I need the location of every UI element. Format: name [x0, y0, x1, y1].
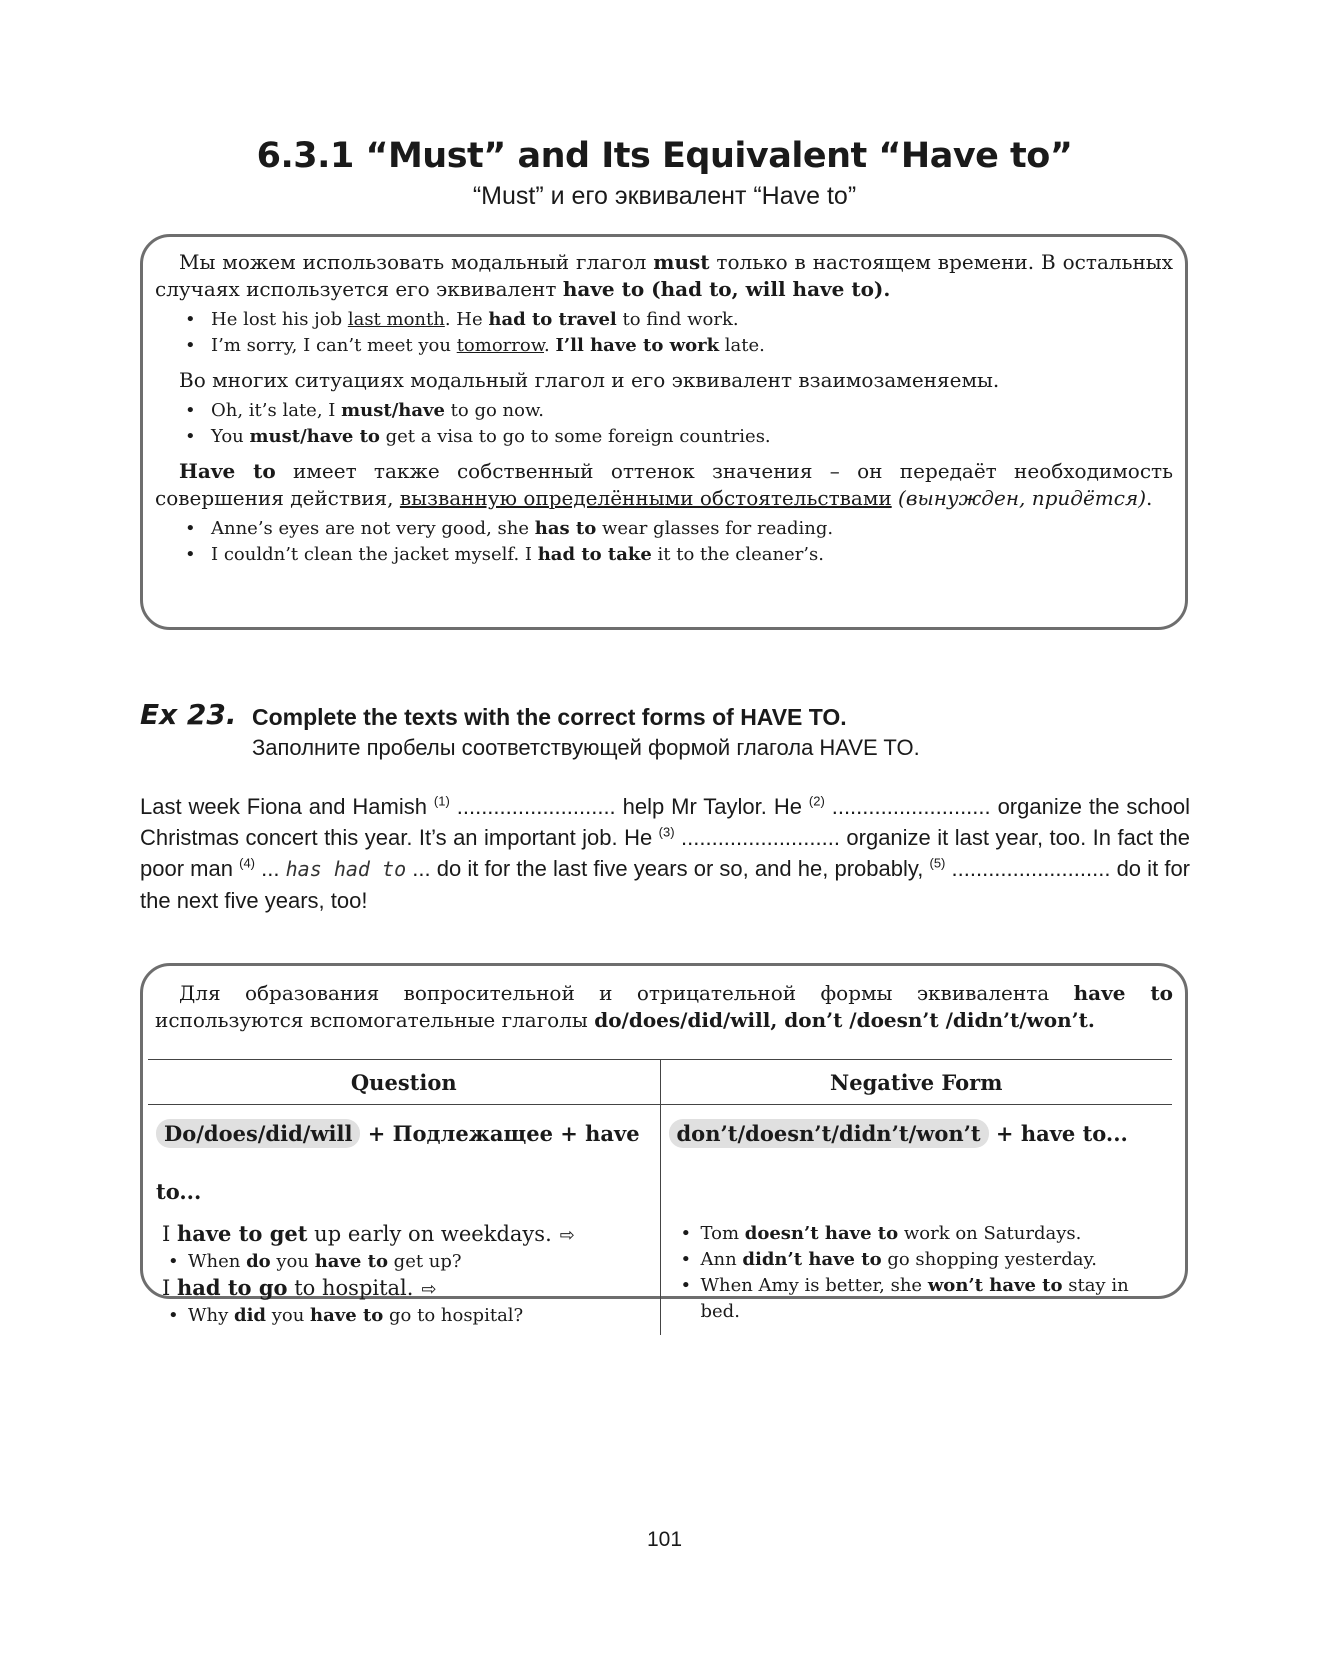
text: . [1146, 486, 1153, 510]
text: When [188, 1251, 247, 1272]
example-list-2 [155, 398, 1173, 450]
page-number: 101 [646, 1528, 683, 1551]
statement-line [156, 1221, 652, 1249]
bold-text: have to [310, 1305, 384, 1326]
statement-line [156, 1275, 652, 1303]
text: Для образования вопросительной и отрицательной формы эквивалента [179, 981, 1074, 1005]
gap-text: .......................... organize the school Christmas concert this year. It’s an important job. He [140, 794, 1190, 850]
example-item [181, 398, 1173, 424]
text: ... do it for the last five years or so, and he, probably, [406, 856, 930, 881]
underlined-text: вызванную определёнными обстоятельствами [399, 486, 892, 510]
text: имеет также собственный оттенок значения – он передаёт необходимость совершения действия, [155, 459, 1173, 510]
text: you [270, 1251, 315, 1272]
exercise-text [140, 791, 1190, 916]
text: Мы можем использовать модальный глагол [179, 250, 654, 274]
example-list-1 [155, 307, 1173, 359]
formula-row [148, 1105, 1172, 1222]
forms-table [148, 1059, 1172, 1335]
example-item [181, 307, 1173, 333]
text: Ann [700, 1249, 743, 1270]
text: Last week Fiona and Hamish [140, 794, 434, 819]
text: to hospital. [287, 1276, 414, 1300]
bold-text: do [246, 1251, 271, 1272]
question-examples [148, 1221, 660, 1335]
negative-examples [660, 1221, 1172, 1335]
text: только в настоящем времени. В остальных случаях используется его эквивалент [155, 250, 1173, 301]
negative-header: Negative Form [660, 1060, 1172, 1105]
text: I couldn’t clean the jacket myself. I [211, 544, 538, 565]
text: get up? [387, 1251, 462, 1272]
example-item [181, 424, 1173, 450]
bold-text: had to take [537, 544, 652, 565]
gap-text: .......................... do it for the next five years, too! [140, 856, 1191, 913]
text: I [162, 1222, 177, 1246]
bold-text: must/have [341, 400, 445, 421]
formula-highlight: Do/does/did/will [156, 1119, 360, 1148]
bold-text: have to [1073, 981, 1173, 1005]
exercise-instruction-en: Complete the texts with the correct forms of HAVE TO. [252, 704, 847, 730]
bold-text: must/have to [249, 426, 380, 447]
italic-text: (вынужден, придётся) [891, 486, 1146, 510]
rule-paragraph-1 [155, 249, 1173, 303]
gap-text: .......................... help Mr Taylor. He [449, 794, 809, 819]
forms-box [140, 963, 1188, 1326]
bold-text: had to go [176, 1275, 288, 1300]
text: wear glasses for reading. [596, 518, 834, 539]
gap-number: (1) [433, 793, 450, 809]
exercise-instruction-ru: Заполните пробелы соответствующей формой глагола HAVE TO. [252, 735, 920, 760]
negative-line [669, 1221, 1165, 1247]
table-header-row [148, 1060, 1172, 1105]
text: Why [188, 1305, 234, 1326]
example-item [181, 333, 1173, 359]
negative-line [669, 1247, 1165, 1273]
text: Anne’s eyes are not very good, she [211, 518, 535, 539]
text: ... [255, 856, 286, 881]
bold-text: didn’t have to [742, 1249, 882, 1270]
bold-text: I’ll have to work [555, 335, 720, 356]
question-line [156, 1249, 652, 1275]
text: You [211, 426, 250, 447]
text: go shopping yesterday. [881, 1249, 1098, 1270]
text: work on Saturdays. [898, 1223, 1082, 1244]
bold-text: won’t have to [927, 1275, 1063, 1296]
gap-number: (5) [929, 855, 946, 871]
text: . He [444, 309, 489, 330]
text: stay in bed. [700, 1275, 1129, 1322]
bold-text: had to travel [488, 309, 617, 330]
rule-paragraph-3 [155, 458, 1173, 512]
text: I [162, 1276, 177, 1300]
forms-intro [155, 980, 1173, 1034]
text: Tom [700, 1223, 745, 1244]
bold-text: have to [314, 1251, 388, 1272]
text: He lost his job [211, 309, 348, 330]
text: используются вспомогательные глаголы [155, 1008, 595, 1032]
text: I’m sorry, I can’t meet you [211, 335, 457, 356]
text: . [544, 335, 556, 356]
negative-line [669, 1273, 1165, 1325]
text: late. [719, 335, 765, 356]
bold-text: did [233, 1305, 266, 1326]
text: go to hospital? [383, 1305, 524, 1326]
text: to find work. [616, 309, 739, 330]
gap-text: .......................... organize it last year, too. In fact the poor man [140, 825, 1190, 881]
question-line [156, 1303, 652, 1329]
bold-text: has to [534, 518, 597, 539]
text: When Amy is better, she [700, 1275, 928, 1296]
bold-text: Have to [179, 459, 276, 483]
gap-number: (2) [808, 793, 825, 809]
question-formula [148, 1105, 660, 1222]
text: Oh, it’s late, I [211, 400, 342, 421]
text: up early on weekdays. [307, 1222, 552, 1246]
bold-text: doesn’t have to [744, 1223, 899, 1244]
bold-text: have to (had to, will have to). [562, 277, 891, 301]
sample-answer: has had to [285, 857, 407, 881]
section-title: 6.3.1 “Must” and Its Equivalent “Have to” [256, 136, 1073, 176]
formula-highlight: don’t/doesn’t/didn’t/won’t [669, 1119, 989, 1148]
example-item [181, 542, 1173, 568]
arrow-right-icon: ⇨ [559, 1225, 575, 1246]
gap-number: (3) [658, 824, 675, 840]
text: get a visa to go to some foreign countries. [379, 426, 771, 447]
formula-text: + Подлежащее + have to... [156, 1121, 640, 1204]
underlined-text: last month [347, 309, 445, 330]
bold-text: have to get [176, 1221, 308, 1246]
example-item [181, 516, 1173, 542]
page-header [0, 136, 1329, 211]
exercise-label: Ex 23. [140, 698, 237, 731]
text: to go now. [444, 400, 544, 421]
text: you [266, 1305, 311, 1326]
bold-text: do/does/did/will, don’t /doesn’t /didn’t/won’t. [594, 1008, 1095, 1032]
underlined-text: tomorrow [456, 335, 544, 356]
gap-number: (4) [239, 855, 256, 871]
question-header: Question [148, 1060, 660, 1105]
text: it to the cleaner’s. [651, 544, 824, 565]
bold-text: must [653, 250, 710, 274]
arrow-right-icon: ⇨ [421, 1279, 437, 1300]
example-list-3 [155, 516, 1173, 568]
examples-row [148, 1221, 1172, 1335]
rule-box [140, 234, 1188, 630]
section-subtitle: “Must” и его эквивалент “Have to” [472, 182, 857, 210]
formula-text: + have to... [988, 1121, 1128, 1146]
rule-paragraph-2: Во многих ситуациях модальный глагол и его эквивалент взаимозаменяемы. [179, 368, 1000, 392]
negative-formula [660, 1105, 1172, 1222]
